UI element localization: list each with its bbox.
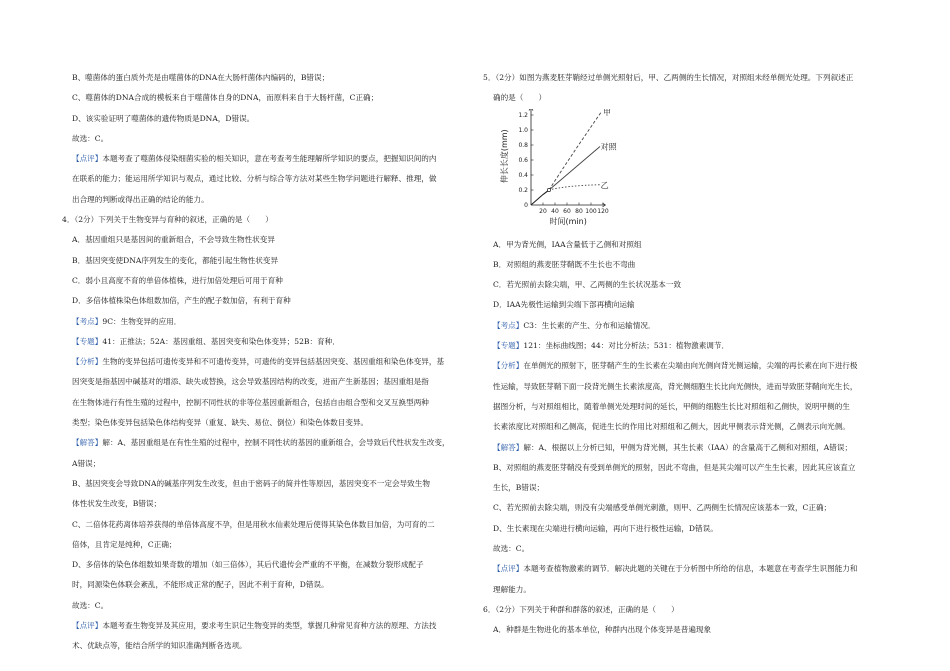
y-tick-label: 0.2: [518, 186, 528, 194]
text-line: [62, 332, 472, 352]
line-text: 本题考查植物激素的调节．解决此题的关键在于分析图中所给的信息，本题意在考查学生识图能力和: [523, 564, 858, 574]
text-line: [62, 271, 472, 291]
label-control: 对照: [600, 142, 617, 152]
text-line: [483, 539, 893, 559]
x-tick-label: 20: [539, 207, 547, 215]
x-tick-label: 120: [597, 207, 609, 215]
common-curve-segment: [531, 190, 549, 205]
text-line: [483, 336, 893, 356]
section-tag: 【考点】: [493, 320, 524, 330]
line-text: C．若光照前去除尖端，甲、乙两侧的生长状况基本一致: [493, 280, 682, 290]
line-text: 本题考查了噬菌体侵染细菌实验的相关知识，意在考查考生能理解所学知识的要点，把握知识间的内: [102, 154, 437, 164]
text-line: [62, 575, 472, 595]
line-text: 本题考查生物变异及其应用，要求考生识记生物变异的类型，掌握几种常见育种方法的原理、方法技: [102, 621, 437, 631]
x-tick-label: 40: [551, 207, 559, 215]
x-tick-label: 80: [575, 207, 583, 215]
line-text: 出合理的判断或得出正确的结论的能力。: [72, 194, 209, 204]
question-5-options-and-answer: [483, 235, 893, 641]
text-line: [483, 559, 893, 579]
curve-control: [549, 146, 600, 190]
line-text: 确的是（ ）: [493, 93, 547, 103]
line-text: C．弱小且高度不育的单倍体植株，进行加倍处理后可用于育种: [72, 275, 283, 285]
line-text: 6．（2分）下列关于种群和群落的叙述，正确的是（ ）: [483, 604, 679, 614]
line-text: 因突变是指基因中碱基对的增添、缺失或替换，这会导致基因结构的改变，进而产生新基因；基因重组是指: [72, 377, 429, 387]
text-line: [62, 149, 472, 169]
line-text: D、该实验证明了噬菌体的遗传物质是DNA，D错误。: [72, 113, 255, 123]
line-text: D、生长素现在尖端进行横向运输，再向下进行极性运输，D错误。: [493, 523, 718, 533]
line-text: A．基因重组只是基因间的重新组合，不会导致生物性状变异: [72, 235, 275, 245]
section-tag: 【分析】: [493, 361, 524, 371]
curve-jia: [549, 111, 602, 190]
text-line: [483, 397, 893, 417]
text-line: [62, 433, 472, 453]
line-text: C、噬菌体的DNA合成的模板来自于噬菌体自身的DNA，而原料来自于大肠杆菌，C正确；: [72, 93, 379, 103]
growth-chart-svg: [491, 109, 651, 235]
growth-chart-figure: [491, 109, 893, 235]
text-line: [483, 235, 893, 255]
line-text: B、基因突变会导致DNA的碱基序列发生改变，但由于密码子的简并性等原因，基因突变不一定会导致生物: [72, 478, 430, 488]
text-line: [483, 356, 893, 376]
section-tag: 【考点】: [72, 316, 103, 326]
text-line: [62, 454, 472, 474]
y-tick-label: 0: [524, 201, 528, 209]
section-tag: 【分析】: [72, 357, 103, 367]
line-text: 121：坐标曲线图；44：对比分析法；531：植物激素调节．: [523, 341, 730, 351]
line-text: 倍体，且肯定是纯种，C正确；: [72, 539, 177, 549]
line-text: 术、优缺点等，能结合所学的知识准确判断各选项。: [72, 641, 247, 651]
line-text: 9C：生物变异的应用．: [102, 316, 182, 326]
text-line: [62, 291, 472, 311]
text-line: [62, 636, 472, 656]
text-line: [62, 494, 472, 514]
text-line: [483, 438, 893, 458]
line-text: 性运输，导致胚芽鞘下面一段背光侧生长素浓度高，背光侧细胞生长比向光侧快，进而导致胚芽鞘向光生长，: [493, 381, 858, 391]
section-tag: 【点评】: [493, 564, 524, 574]
line-text: 类型；染色体变异包括染色体结构变异（重复、缺失、易位、倒位）和染色体数目变异。: [72, 418, 369, 428]
line-text: 理解能力。: [493, 584, 531, 594]
line-text: 故选：C。: [72, 133, 109, 143]
line-text: D、多倍体的染色体组数如果奇数的增加（如三倍体），其后代遗传会严重的不平衡，在减数分裂形成配子: [72, 560, 424, 570]
text-line: [483, 275, 893, 295]
text-line: [62, 109, 472, 129]
text-line: [483, 519, 893, 539]
line-text: 生长，B错误；: [493, 483, 545, 493]
text-line: [483, 88, 893, 108]
text-line: [483, 458, 893, 478]
line-text: B．基因突变使DNA序列发生的变化，都能引起生物性状变异: [72, 255, 279, 265]
text-line: [62, 230, 472, 250]
line-text: 在生物体进行有性生殖的过程中，控制不同性状的非等位基因重新组合，包括自由组合型和交叉互换型两种: [72, 397, 429, 407]
text-line: [62, 515, 472, 535]
text-line: [62, 596, 472, 616]
x-tick-label: 100: [585, 207, 597, 215]
text-line: [483, 68, 893, 88]
text-line: [483, 316, 893, 336]
line-text: 5．（2分）如图为燕麦胚芽鞘经过单侧光照射后，甲、乙两侧的生长情况，对照组未经单侧光处理。下列叙述正: [483, 73, 854, 82]
y-tick-label: 1.0: [518, 126, 528, 134]
text-line: [62, 88, 472, 108]
text-line: [483, 417, 893, 437]
line-text: 在单侧光的照射下，胚芽鞘产生的生长素在尖端由向光侧向背光侧运输，尖端的再长素在向下进行极: [523, 361, 858, 371]
label-jia: 甲: [603, 108, 611, 117]
text-line: [483, 620, 893, 640]
line-text: 解：A、基因重组是在有性生殖的过程中，控制不同性状的基因的重新组合，会导致后代性状发生改变，: [102, 438, 450, 448]
curve-yi: [549, 184, 600, 189]
line-text: D．IAA先极性运输到尖端下部再横向运输: [493, 300, 635, 310]
text-line: [483, 498, 893, 518]
line-text: A．种群是生物进化的基本单位，种群内出现个体变异是普遍现象: [493, 625, 712, 635]
text-line: [62, 352, 472, 372]
label-yi: 乙: [600, 180, 609, 190]
line-text: C、二倍体花药离体培养获得的单倍体高度不孕，但是用秋水仙素处理后使得其染色体数目加倍，为可育的二: [72, 519, 435, 529]
question-5-stem: [483, 68, 893, 109]
text-line: [62, 616, 472, 636]
text-line: [62, 535, 472, 555]
section-tag: 【解答】: [493, 442, 524, 452]
x-axis-label: 时间(min): [549, 216, 587, 226]
text-line: [483, 580, 893, 600]
y-tick-label: 0.8: [518, 141, 528, 149]
section-tag: 【专题】: [72, 336, 103, 346]
line-text: 长素浓度比对照组和乙侧高，促进生长的作用比对照组和乙侧大，因此甲侧表示背光侧，乙侧表示向光侧。: [493, 422, 850, 432]
line-text: B、噬菌体的蛋白质外壳是由噬菌体的DNA在大肠杆菌体内编码的，B错误；: [72, 73, 330, 82]
text-line: [62, 190, 472, 210]
text-line: [62, 474, 472, 494]
text-line: [483, 295, 893, 315]
section-tag: 【点评】: [72, 621, 103, 631]
section-tag: 【专题】: [493, 341, 524, 351]
text-line: [483, 478, 893, 498]
text-line: [62, 555, 472, 575]
y-axis-label: 伸长长度(mm): [500, 128, 509, 183]
section-tag: 【解答】: [72, 438, 103, 448]
text-line: [62, 169, 472, 189]
y-tick-label: 0.4: [518, 171, 528, 179]
y-tick-label: 1.2: [518, 111, 528, 119]
line-text: 据图分析，与对照组相比，随着单侧光处理时间的延长，甲侧的细胞生长比对照组和乙侧快，说明甲侧的生: [493, 401, 850, 411]
line-text: 故选：C。: [493, 544, 530, 554]
text-line: [483, 377, 893, 397]
text-line: [62, 68, 472, 88]
text-line: [62, 210, 472, 230]
line-text: A错误；: [72, 458, 101, 468]
line-text: 解：A、根据以上分析已知，甲侧为背光侧，其生长素（IAA）的含量高于乙侧和对照组，A错误；: [523, 442, 853, 452]
text-line: [62, 413, 472, 433]
x-tick-label: 60: [563, 207, 571, 215]
text-line: [483, 600, 893, 620]
text-line: [62, 251, 472, 271]
left-column: [62, 68, 472, 657]
line-text: B、对照组的燕麦胚芽鞘没有受到单侧光的照射，因此不弯曲，但是其尖端可以产生生长素，因此其应该直立: [493, 462, 856, 472]
line-text: 在联系的能力；能运用所学知识与观点，通过比较、分析与综合等方法对某些生物学问题进行解释、推理，做: [72, 174, 437, 184]
section-tag: 【点评】: [72, 154, 103, 164]
line-text: C3：生长素的产生、分布和运输情况．: [523, 320, 656, 330]
text-line: [62, 372, 472, 392]
text-line: [62, 312, 472, 332]
line-text: 体性状发生改变，B错误；: [72, 499, 162, 509]
text-line: [62, 129, 472, 149]
line-text: C、若光照前去除尖端，则没有尖端感受单侧光刺激，则甲、乙两侧生长情况应该基本一致，C正确；: [493, 503, 832, 513]
line-text: 生物的变异包括可遗传变异和不可遗传变异，可遗传的变异包括基因突变、基因重组和染色体变异，基: [102, 357, 445, 367]
text-line: [62, 393, 472, 413]
line-text: 41：正推法；52A：基因重组、基因突变和染色体变异；52B：育种．: [102, 336, 340, 346]
text-line: [483, 255, 893, 275]
branch-point: [547, 188, 550, 191]
line-text: A．甲为背光侧，IAA含量低于乙侧和对照组: [493, 239, 642, 249]
line-text: D．多倍体植株染色体组数加倍，产生的配子数加倍，有利于育种: [72, 296, 291, 306]
line-text: 时，同源染色体联会紊乱，不能形成正常的配子，因此不利于育种，D错误。: [72, 580, 329, 590]
right-column: [483, 68, 893, 641]
y-tick-label: 0.6: [518, 156, 528, 164]
line-text: 故选：C。: [72, 600, 109, 610]
line-text: B．对照组的燕麦胚芽鞘既不生长也不弯曲: [493, 259, 636, 269]
line-text: 4．（2分）下列关于生物变异与育种的叙述，正确的是（ ）: [62, 215, 273, 225]
